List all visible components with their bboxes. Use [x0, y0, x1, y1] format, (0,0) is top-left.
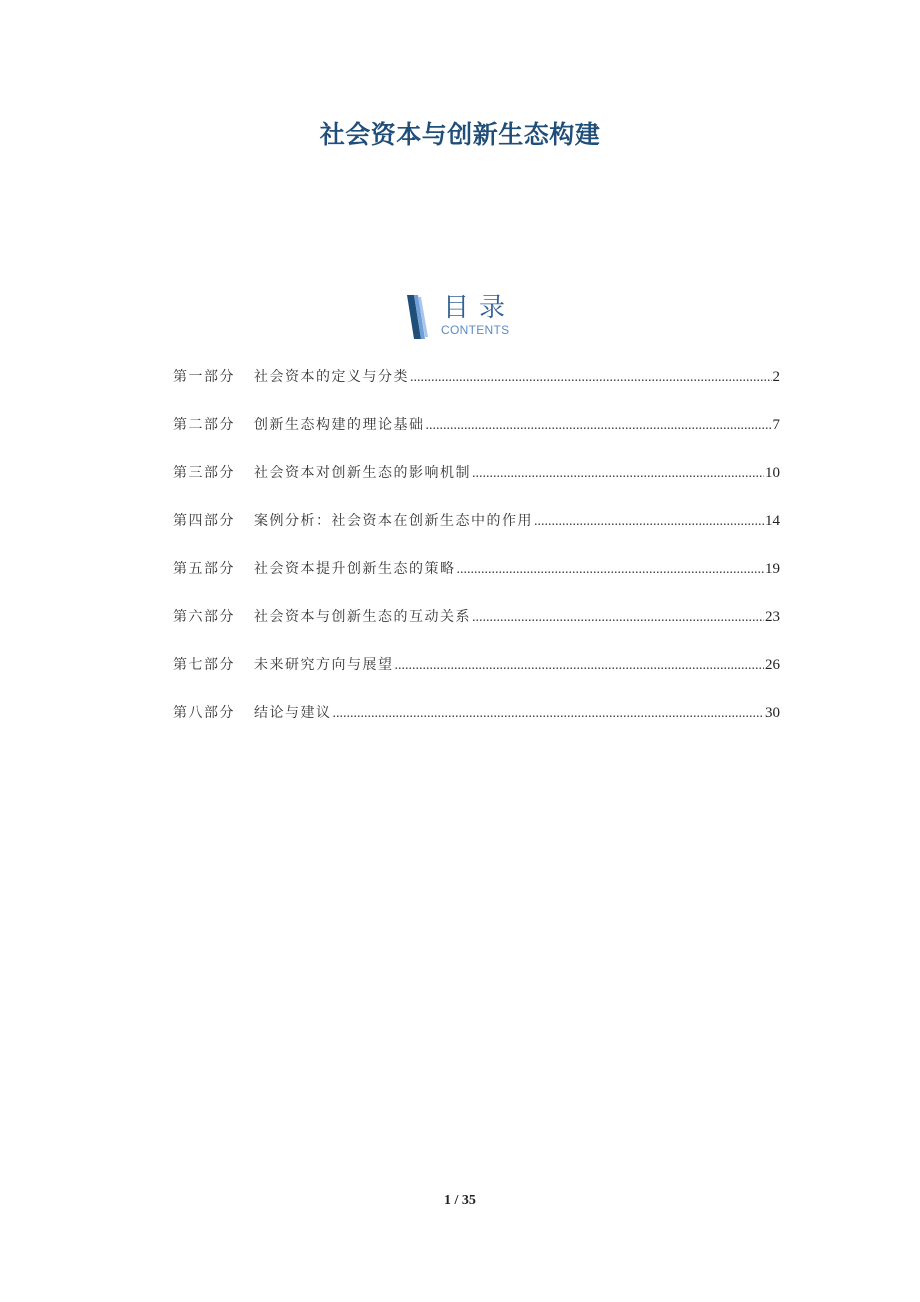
- toc-dot-leader: [472, 607, 764, 629]
- toc-entry-part-8[interactable]: [173, 702, 780, 750]
- toc-entry-title[interactable]: 结论与建议: [254, 705, 332, 721]
- toc-entry-part-7[interactable]: [173, 654, 780, 702]
- toc-part-label: 第四部分: [173, 513, 235, 529]
- toc-dot-leader: [395, 655, 765, 677]
- toc-entry-title[interactable]: 社会资本提升创新生态的策略: [254, 561, 456, 577]
- toc-entry-part-6[interactable]: [173, 606, 780, 654]
- toc-part-label: 第六部分: [173, 609, 235, 625]
- toc-entry-part-1[interactable]: [173, 366, 780, 414]
- book-spine-icon: [405, 295, 431, 339]
- page-indicator: 1 / 35: [444, 1193, 476, 1208]
- toc-dot-leader: [333, 703, 765, 725]
- table-of-contents: [173, 366, 780, 750]
- toc-entry-title[interactable]: 案例分析：社会资本在创新生态中的作用: [254, 513, 533, 529]
- toc-part-label: 第五部分: [173, 561, 235, 577]
- toc-page-number[interactable]: 30: [765, 705, 780, 721]
- toc-page-number[interactable]: 2: [772, 369, 780, 385]
- toc-entry-title[interactable]: 社会资本对创新生态的影响机制: [254, 465, 471, 481]
- toc-dot-leader: [472, 463, 764, 485]
- toc-dot-leader: [457, 559, 765, 581]
- toc-entry-part-5[interactable]: [173, 558, 780, 606]
- toc-part-label: 第一部分: [173, 369, 235, 385]
- toc-page-number[interactable]: 7: [772, 417, 780, 433]
- toc-subheading: CONTENTS: [441, 323, 510, 337]
- toc-heading: 目录: [443, 293, 516, 323]
- toc-dot-leader: [534, 511, 764, 533]
- toc-page-number[interactable]: 26: [765, 657, 780, 673]
- toc-entry-title[interactable]: 创新生态构建的理论基础: [254, 417, 425, 433]
- toc-entry-title[interactable]: 社会资本的定义与分类: [254, 369, 409, 385]
- toc-page-number[interactable]: 10: [765, 465, 780, 481]
- toc-entry-part-3[interactable]: [173, 462, 780, 510]
- toc-entry-title[interactable]: 社会资本与创新生态的互动关系: [254, 609, 471, 625]
- toc-entry-part-2[interactable]: [173, 414, 780, 462]
- toc-entry-part-4[interactable]: [173, 510, 780, 558]
- toc-part-label: 第三部分: [173, 465, 235, 481]
- document-title: 社会资本与创新生态构建: [319, 120, 601, 149]
- toc-entry-title[interactable]: 未来研究方向与展望: [254, 657, 394, 673]
- toc-part-label: 第七部分: [173, 657, 235, 673]
- toc-dot-leader: [410, 367, 772, 389]
- toc-part-label: 第八部分: [173, 705, 235, 721]
- toc-page-number[interactable]: 19: [765, 561, 780, 577]
- toc-header: [405, 292, 535, 342]
- toc-dot-leader: [426, 415, 772, 437]
- toc-page-number[interactable]: 14: [765, 513, 780, 529]
- toc-part-label: 第二部分: [173, 417, 235, 433]
- toc-page-number[interactable]: 23: [765, 609, 780, 625]
